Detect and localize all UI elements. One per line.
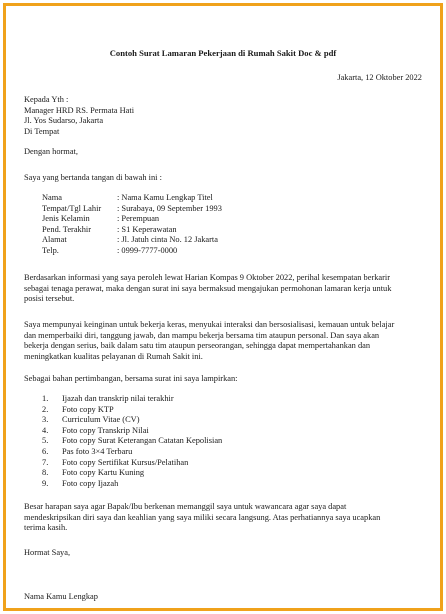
document-title: Contoh Surat Lamaran Pekerjaan di Rumah Sakit Doc & pdf <box>109 48 337 58</box>
attachment-list <box>24 394 222 489</box>
attachment-text: Foto copy Sertifikat Kursus/Pelatihan <box>62 457 189 467</box>
attachment-item <box>24 458 222 469</box>
greeting: Dengan hormat, <box>24 147 78 156</box>
closing-salutation: Hormat Saya, <box>24 548 71 557</box>
document-frame <box>3 3 443 611</box>
recipient-line: Jl. Yos Sudarso, Jakarta <box>24 116 104 126</box>
recipient-line: Kepada Yth : <box>24 95 69 104</box>
identity-label: Alamat <box>42 235 67 245</box>
attachment-text: Foto copy Kartu Kuning <box>62 468 145 478</box>
identity-row <box>42 225 222 236</box>
attachment-number: 7. <box>42 457 49 467</box>
identity-label: Tempat/Tgl Lahir <box>42 203 102 213</box>
paragraph-line: posisi tersebut. <box>24 294 75 304</box>
intro-line: Saya yang bertanda tangan di bawah ini : <box>24 173 162 182</box>
paragraph-line: sebagai tenaga perawat, maka dengan surat ini saya bermaksud mengajukan permohonan lamaran kerja untuk <box>24 283 392 293</box>
signer-name: Nama Kamu Lengkap <box>24 592 98 601</box>
identity-value: : Perempuan <box>117 214 160 224</box>
identity-value: : Jl. Jatuh cinta No. 12 Jakarta <box>117 235 218 245</box>
attachment-number: 2. <box>42 404 49 414</box>
paragraph-line: bekerja dengan serius, baik dalam satu tim ataupun perseorangan, sehingga dapat mempertahankan dan <box>24 341 371 351</box>
recipient-line: Manager HRD RS. Permata Hati <box>24 105 135 115</box>
letter-date: Jakarta, 12 Oktober 2022 <box>337 73 422 82</box>
identity-value: : Surabaya, 09 September 1993 <box>117 203 222 213</box>
recipient-line: Di Tempat <box>24 126 60 136</box>
identity-value: : S1 Keperawatan <box>117 224 177 234</box>
attachment-item <box>24 447 222 458</box>
attachment-item <box>24 405 222 416</box>
identity-row <box>42 246 222 257</box>
paragraph-hope <box>24 502 422 534</box>
paragraph-line: meningkatkan kualitas pelayanan di Rumah Sakit ini. <box>24 351 203 361</box>
attachment-number: 6. <box>42 446 49 456</box>
attachment-item <box>24 415 222 426</box>
attachment-text: Foto copy Transkrip Nilai <box>62 425 149 435</box>
paragraph-line: dan memperbaiki diri, tanggung jawab, dan mampu bekerja bersama tim ataupun personal. Dan saya akan <box>24 330 380 340</box>
attachment-item <box>24 426 222 437</box>
attachment-text: Foto copy Surat Keterangan Catatan Kepolisian <box>62 436 223 446</box>
paragraph-line: Besar harapan saya agar Bapak/Ibu berkenan memanggil saya untuk wawancara agar saya dapat <box>24 502 347 511</box>
attachment-number: 5. <box>42 436 49 446</box>
recipient-address <box>24 95 422 137</box>
identity-row <box>42 235 222 246</box>
paragraph-motivation <box>24 320 422 362</box>
identity-label: Telp. <box>42 245 59 255</box>
identity-row <box>42 204 222 215</box>
attachment-item <box>24 436 222 447</box>
attachment-item <box>24 394 222 405</box>
paragraph-attachments-intro: Sebagai bahan pertimbangan, bersama surat ini saya lampirkan: <box>24 374 238 383</box>
identity-label: Nama <box>42 193 62 202</box>
attachment-number: 4. <box>42 425 49 435</box>
identity-row <box>42 193 222 204</box>
attachment-item <box>24 479 222 490</box>
paragraph-line: mendeskripsikan diri saya dan keahlian yang saya miliki secara langsung. Atas perhatiannya saya ucapkan <box>24 512 381 522</box>
identity-row <box>42 214 222 225</box>
identity-label: Pend. Terakhir <box>42 224 92 234</box>
attachment-text: Foto copy KTP <box>62 404 114 414</box>
paragraph-line: Saya mempunyai keinginan untuk bekerja keras, menyukai interaksi dan bersosialisasi, kemauan untuk belajar <box>24 320 395 329</box>
attachment-item <box>24 468 222 479</box>
paragraph-application <box>24 273 422 305</box>
attachment-number: 8. <box>42 468 49 478</box>
identity-value: : Nama Kamu Lengkap Titel <box>117 193 213 202</box>
attachment-text: Foto copy Ijazah <box>62 478 119 488</box>
identity-label: Jenis Kelamin <box>42 214 90 224</box>
attachment-text: Curriculum Vitae (CV) <box>62 415 140 425</box>
paragraph-line: terima kasih. <box>24 523 68 533</box>
attachment-number: 9. <box>42 478 49 488</box>
attachment-number: 3. <box>42 415 49 425</box>
letter-document <box>6 6 440 608</box>
identity-value: : 0999-7777-0000 <box>117 245 178 255</box>
attachment-number: 1. <box>42 394 49 403</box>
attachment-text: Pas foto 3×4 Terbaru <box>62 446 133 456</box>
identity-table <box>42 193 222 257</box>
paragraph-line: Berdasarkan informasi yang saya peroleh lewat Harian Kompas 9 Oktober 2022, perihal kesempatan berkarir <box>24 273 391 282</box>
attachment-text: Ijazah dan transkrip nilai terakhir <box>62 394 174 403</box>
